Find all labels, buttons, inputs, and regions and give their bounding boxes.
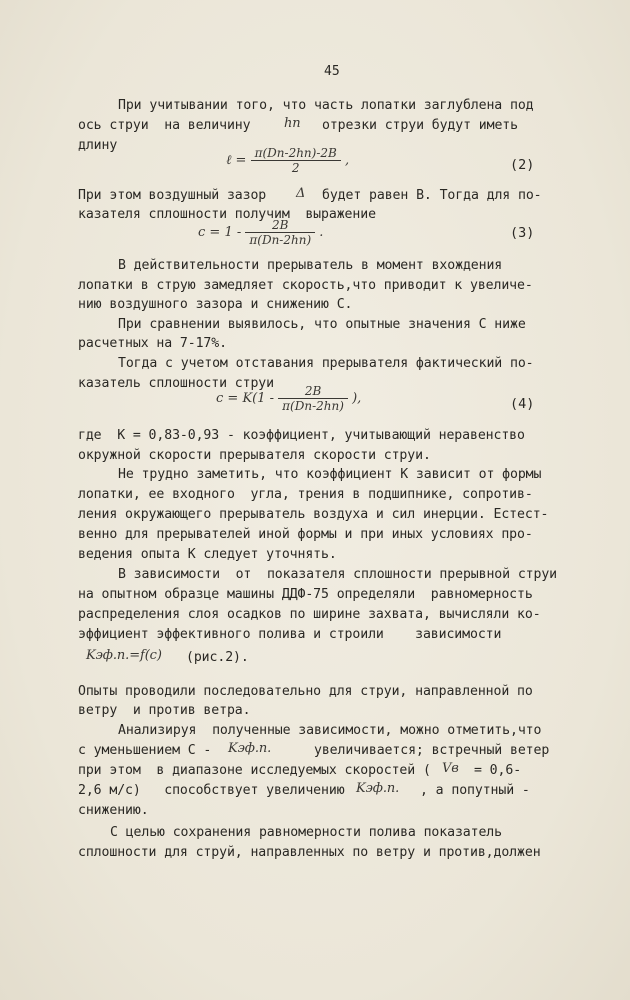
text-line: с уменьшением С - (78, 743, 212, 758)
text-line: лопатки, ее входного угла, трения в подшипнике, сопротив- (78, 487, 533, 502)
text-line: ведения опыта К следует уточнять. (78, 547, 337, 562)
formula-2-numerator: π(Dп-2hп)-2B (251, 146, 341, 161)
formula-2-tail: , (345, 153, 350, 168)
text-line: где К = 0,83-0,93 - коэффициент, учитывающий неравенство (78, 428, 525, 443)
formula-4-lhs: c = K(1 - (216, 391, 275, 406)
formula-4-numerator: 2B (278, 384, 348, 399)
text-line: С целью сохранения равномерности полива показатель (110, 825, 502, 840)
formula-3-fraction (245, 218, 315, 247)
formula-4 (216, 384, 361, 413)
handwritten-hp: hп (284, 116, 301, 131)
formula-3-tail: . (319, 225, 324, 240)
formula-2-fraction (251, 146, 341, 175)
equation-number-3: (3) (510, 225, 535, 241)
text-line: на опытном образце машины ДДФ-75 определяли равномерность (78, 587, 533, 602)
text-line: , а попутный - (420, 783, 530, 798)
text-line: При сравнении выявилось, что опытные значения С ниже (118, 317, 526, 332)
text-line: венно для прерывателей иной формы и при иных условиях про- (78, 527, 533, 542)
formula-3-denominator: π(Dп-2hп) (249, 233, 312, 247)
handwritten-delta: Δ (296, 186, 306, 201)
text-line: В зависимости от показателя сплошности прерывной струи (118, 567, 558, 582)
text-line: Не трудно заметить, что коэффициент К зависит от формы (118, 467, 542, 482)
text-line: длину (78, 138, 118, 153)
formula-2 (226, 146, 349, 175)
text-line: эффициент эффективного полива и строили зависимости (78, 627, 502, 642)
formula-2-denominator: 2 (291, 161, 300, 175)
text-line: ветру и против ветра. (78, 703, 251, 718)
text-line: при этом в диапазоне исследуемых скоростей ( (78, 763, 431, 778)
formula-3 (198, 218, 323, 247)
formula-4-tail: ), (352, 391, 362, 406)
text-line: будет равен В. Тогда для по- (322, 188, 542, 203)
handwritten-vb: Vв (442, 761, 459, 776)
text-line: = 0,6- (474, 763, 522, 778)
text-line: увеличивается; встречный ветер (314, 743, 550, 758)
text-line: отрезки струи будут иметь (322, 118, 518, 133)
formula-2-lhs: ℓ = (226, 153, 247, 168)
page-number: 45 (324, 64, 340, 79)
handwritten-keff: Kэф.п. (356, 781, 400, 796)
text-line: распределения слоя осадков по ширине захвата, вычисляли ко- (78, 607, 541, 622)
formula-4-denominator: π(Dп-2hп) (282, 399, 344, 413)
text-line: сплошности для струй, направленных по ветру и против,должен (78, 845, 541, 860)
text-line: Опыты проводили последовательно для струи, направленной по (78, 684, 533, 699)
text-line: ось струи на величину (78, 118, 251, 133)
text-line: казатель сплошности струи (78, 376, 274, 391)
text-line: 2,6 м/с) способствует увеличению (78, 783, 345, 798)
text-line: ления окружающего прерыватель воздуха и сил инерции. Естест- (78, 507, 549, 522)
text-line: казателя сплошности получим выражение (78, 207, 376, 222)
text-line: При учитывании того, что часть лопатки заглублена под (118, 98, 534, 113)
formula-3-numerator: 2B (245, 218, 315, 233)
text-line: снижению. (78, 803, 149, 818)
equation-number-4: (4) (510, 396, 535, 412)
equation-number-2: (2) (510, 157, 535, 173)
text-line: расчетных на 7-17%. (78, 336, 227, 351)
text-line: При этом воздушный зазор (78, 188, 267, 203)
text-line: Анализируя полученные зависимости, можно отметить,что (118, 723, 542, 738)
handwritten-keff: Kэф.п. (228, 741, 272, 756)
formula-4-fraction (278, 384, 348, 413)
text-line: Тогда с учетом отставания прерывателя фактический по- (118, 356, 534, 371)
text-line: В действительности прерыватель в момент вхождения (118, 258, 503, 273)
text-line: нию воздушного зазора и снижению С. (78, 297, 353, 312)
text-line: окружной скорости прерывателя скорости струи. (78, 448, 431, 463)
text-line: лопатки в струю замедляет скорость,что приводит к увеличе- (78, 278, 533, 293)
text-line: (рис.2). (186, 650, 249, 665)
formula-3-lhs: c = 1 - (198, 225, 242, 240)
handwritten-keff-function: Kэф.п.=f(c) (86, 648, 162, 663)
